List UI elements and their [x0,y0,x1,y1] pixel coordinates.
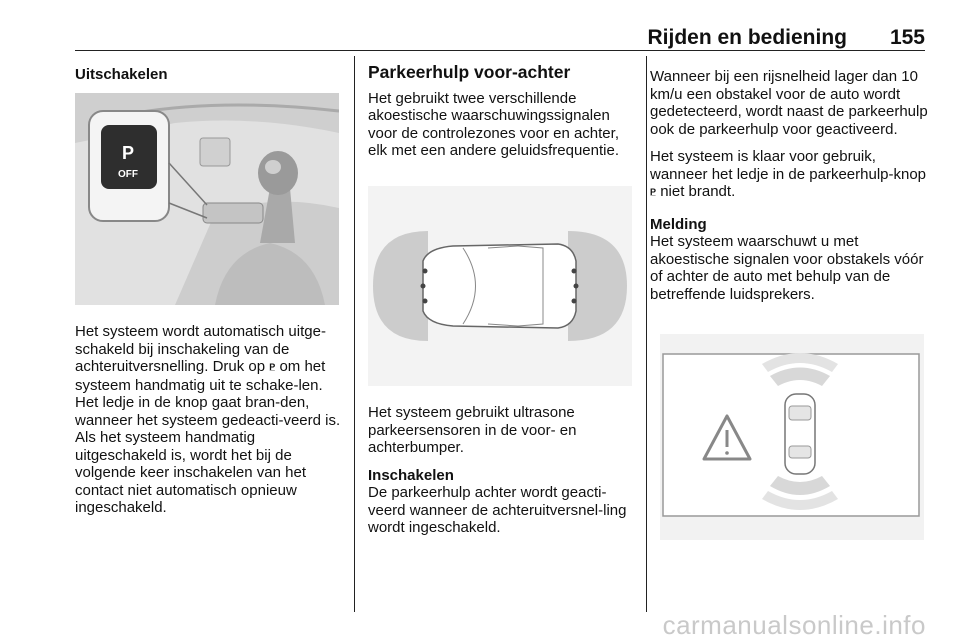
paragraph-front-activation: Wanneer bij een rijsnelheid lager dan 10 km/u een obstakel voor de auto wordt gedetecteerd, wordt naast de parkeerhulp ook de parkeerhulp voor geactiveerd. [650,68,928,138]
col1-text [75,323,343,527]
paragraph-warning: Het systeem waarschuwt u met akoestische signalen voor obstakels vóór of achter de auto met behulp van de betreffende luidsprekers. [650,233,924,303]
gear-console-illustration [75,93,339,305]
page-header [75,26,925,50]
paragraph-ready: Het systeem is klaar voor gebruik, wanneer het ledje in de parkeerhulp-knop P̲ niet brandt. [650,148,927,200]
heading-melding: Melding [650,215,707,233]
paragraph-sensors: Het systeem gebruikt ultrasone parkeersensoren in de voor- en achterbumper. [368,404,577,456]
column-3 [650,68,928,313]
header-rule [75,50,925,51]
column-divider-2 [646,56,647,612]
page-number: 155 [889,26,925,49]
column-1 [75,66,343,84]
figure-display-warning [660,334,924,540]
watermark: carmanualsonline.info [662,610,926,640]
button-off-label: OFF [118,169,138,180]
heading-uitschakelen: Uitschakelen [75,66,168,83]
display-warning-illustration [660,334,924,540]
figure-sensor-zones [368,186,632,386]
parking-button-icon: P̲ [650,187,657,197]
button-symbol: P [121,143,135,163]
heading-inschakelen: Inschakelen [368,466,454,484]
paragraph-deactivation: Het systeem wordt automatisch uitge-schakeld bij inschakeling van de achteruitversnelling. Druk op P̲ om het systeem handmatig uit te schake-len. Het ledje in de knop gaat bran-den, wanneer het systeem gedeacti-veerd is. Als het systeem handmatig uitgeschakeld is, wordt het bij de volgende keer inschakelen van het contact niet automatisch opnieuw ingeschakeld. [75,323,341,516]
col2-text [368,404,636,547]
column-divider-1 [354,56,355,612]
figure-gear-console [75,93,339,305]
sensor-zones-illustration [368,186,632,386]
paragraph-activation: De parkeerhulp achter wordt geacti-veerd wanneer de achteruitversnel-ling wordt ingeschakeld. [368,484,627,536]
heading-parkeerhulp: Parkeerhulp voor-achter [368,62,571,82]
parking-button-icon: P̲ [269,362,276,372]
paragraph-intro: Het gebruikt twee verschillende akoestische waarschuwingssignalen voor de controlezones voor en achter, elk met een andere geluidsfrequentie. [368,89,620,159]
column-2 [368,64,636,170]
chapter-title: Rijden en bediening [647,26,847,49]
